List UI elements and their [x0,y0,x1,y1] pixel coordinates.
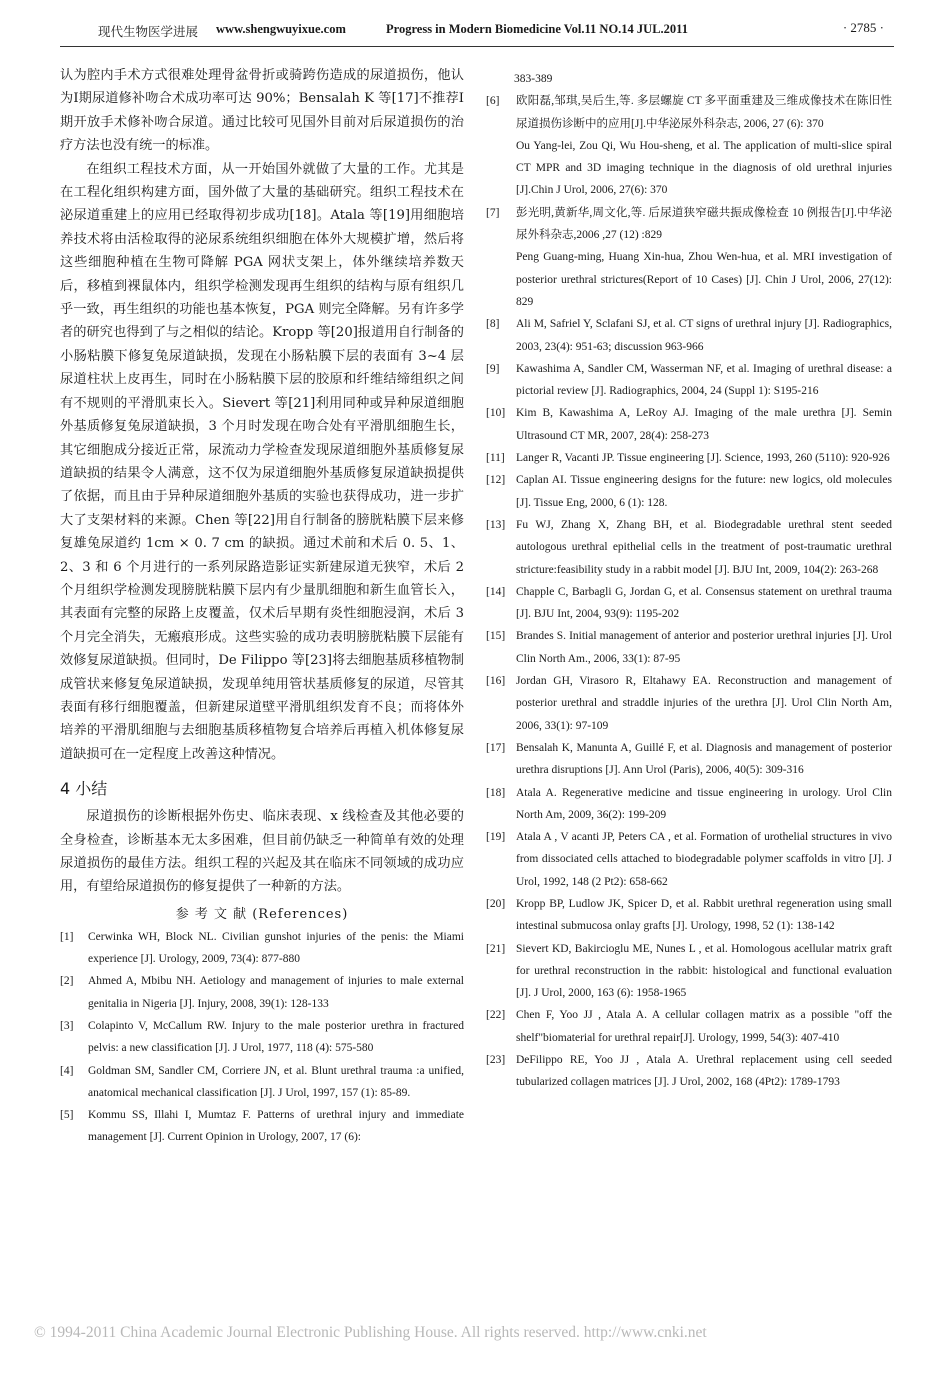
header-divider [60,46,894,47]
reference-number: [1] [60,930,74,943]
reference-number [486,135,516,202]
reference-text: Ou Yang-lei, Zou Qi, Wu Hou-sheng, et al. The application of multi-slice spiral CT MPR and 3D imaging technique in the diagnosis of old urethral injuries [J].Chin J Urol, 2006, 27(6): 370 [516,139,892,197]
reference-item [486,447,892,469]
reference-item [60,1104,464,1149]
journal-website: www.shengwuyixue.com [216,22,346,36]
journal-title-en: Progress in Modern Biomedicine Vol.11 NO.14 JUL.2011 [386,22,688,36]
reference-number: [2] [60,975,74,988]
reference-number: [10] [486,407,506,420]
reference-item [486,135,892,202]
reference-number: [17] [486,741,506,754]
reference-item [486,202,892,247]
reference-text: Kawashima A, Sandler CM, Wasserman NF, et al. Imaging of urethral disease: a pictorial review [J]. Radiographics, 2004, 24 (Suppl 1): S195-216 [516,362,892,398]
reference-item [486,670,892,737]
reference-text: Goldman SM, Sandler CM, Corriere JN, et al. Blunt urethral trauma :a unified, anatomical mechanical classification [J]. J Urol, 1997, 157 (1): 85-89. [88,1064,464,1099]
reference-item [486,313,892,358]
reference-number: [6] [486,95,500,108]
reference-number: [21] [486,942,506,955]
reference-text: Brandes S. Initial management of anterior and posterior urethral injuries [J]. Urol Clin North Am., 2006, 33(1): 87-95 [516,630,892,665]
reference-number: [14] [486,585,506,598]
reference-list-right [486,90,892,1093]
reference-text: Kropp BP, Ludlow JK, Spicer D, et al. Rabbit urethral regeneration using small intestinal submucosa onlay grafts [J]. Urology, 1998, 52 (1): 138-142 [516,897,892,933]
reference-item [486,246,892,313]
reference-text: Chen F, Yoo JJ , Atala A. A cellular collagen matrix as a possible "off the shelf"biomaterial for urethral repair[J]. Urology, 1999, 54(3): 407-410 [516,1009,892,1044]
reference-item [486,625,892,670]
reference-list-left [60,926,464,1149]
paragraph: 在组织工程技术方面，从一开始国外就做了大量的工作。尤其是在工程化组织构建方面，国外做了大量的基础研究。组织工程技术在泌尿道重建上的应用已经取得初步成功[18]。Atala 等[19]用细胞培养技术将由活检取得的泌尿系统组织细胞在体外大规模扩增，然后将这些细胞种植在生物可降解 PGA 网状支架上，体外继续培养数天后，移植到裸鼠体内，组织学检测发现再生组织的结构与原有组织几乎一致，再生组织的功能也基本恢复，PGA 则完全降解。另有许多学者的研究也得到了与之相似的结论。Kropp 等[20]报道用自行制备的小肠粘膜下修复兔尿道缺损，发现在小肠粘膜下层的表面有 3~4 层尿道柱状上皮再生，同时在小肠粘膜下层的胶原和纤维结缔组织之间有不规则的平滑肌束长入。Sievert 等[21]利用同种或异种尿道细胞外基质修复兔尿道缺损，3 个月时发现在吻合处有平滑肌细胞生长，其它细胞成分接近正常，尿流动力学检查发现尿道细胞外基质修复尿道缺损的结果令人满意，这不仅为尿道细胞外基质修复尿道缺损提供了依据，而且由于异种尿道细胞外基质的实验也获得成功，进一步扩大了支架材料的来源。Chen 等[22]用自行制备的膀胱粘膜下层来修复雄兔尿道约 1cm × 0. 7 cm 的缺损。通过术前和术后 0. 5、1、2、3 和 6 个月进行的一系列尿路造影证实新建尿道无狭窄，术后 2 个月组织学检测发现膀胱粘膜下层内有少量肌细胞和新生血管长入，其表面有完整的尿路上皮覆盖，仅术后早期有炎性细胞浸润，术后 3 个月完全消失，无瘢痕形成。这些实验的成功表明膀胱粘膜下层能有效修复尿道缺损。但同时，De Filippo 等[23]将去细胞基质移植物制成管状来修复兔尿道缺损，发现单纯用管状基质修复的尿道，尽管其表面有移行细胞覆盖，但新建尿道壁平滑肌组织发育不良；而将体外培养的平滑肌细胞与去细胞基质移植物复合培养后再植入机体修复尿道缺损可在一定程度上改善这种情况。 [60,161,464,762]
copyright-footer: © 1994-2011 China Academic Journal Electronic Publishing House. All rights reserved. http://www.cnki.net [34,1324,707,1341]
reference-text: Atala A. Regenerative medicine and tissue engineering in urology. Urol Clin North Am, 2009, 36(2): 199-209 [516,786,892,821]
page-number: · 2785 · [842,20,884,35]
reference-number: [19] [486,831,506,844]
section-title: 4 小结 [60,779,108,799]
reference-number: [8] [486,318,500,331]
reference-text: Jordan GH, Virasoro R, Eltahawy EA. Reconstruction and management of posterior urethral and straddle injuries of the urethra [J]. Urol Clin North Am, 2006, 33(1): 97-109 [516,675,892,732]
reference-number: [13] [486,518,506,531]
journal-title-cn: 现代生物医学进展 [98,24,199,39]
reference-item [486,737,892,782]
reference-continuation: 383-389 [514,73,553,85]
reference-text: Kim B, Kawashima A, LeRoy AJ. Imaging of the male urethra [J]. Semin Ultrasound CT MR, 2007, 28(4): 258-273 [516,407,892,442]
reference-item [486,1004,892,1049]
reference-text: 欧阳磊,邹琪,吴后生,等. 多层螺旋 CT 多平面重建及三维成像技术在陈旧性尿道损伤诊断中的应用[J].中华泌尿外科杂志, 2006, 27 (6): 370 [516,95,892,130]
reference-number: [7] [486,206,500,219]
reference-number: [22] [486,1009,506,1022]
reference-item [60,970,464,1015]
reference-text: Langer R, Vacanti JP. Tissue engineering [J]. Science, 1993, 260 (5110): 920-926 [516,452,890,465]
reference-number: [12] [486,474,506,487]
reference-text: Ali M, Safriel Y, Sclafani SJ, et al. CT signs of urethral injury [J]. Radiographics, 2003, 23(4): 951-63; discussion 963-966 [516,318,892,353]
reference-text: Peng Guang-ming, Huang Xin-hua, Zhou Wen-hua, et al. MRI investigation of posterior urethral strictures(Report of 10 Cases) [J]. Chin J Urol, 2006, 27(12): 829 [516,251,892,308]
reference-text: Caplan AI. Tissue engineering designs for the future: new logics, old molecules [J]. Tissue Eng, 2000, 6 (1): 128. [516,474,892,509]
reference-number [486,246,516,313]
right-column [486,68,892,1094]
reference-item [486,1049,892,1094]
reference-number: [15] [486,630,506,643]
reference-item [486,782,892,827]
reference-text: 彭光明,黄新华,周文化,等. 后尿道狭窄磁共振成像检查 10 例报告[J].中华泌尿外科杂志,2006 ,27 (12) :829 [516,206,892,242]
reference-item [486,893,892,938]
reference-number: [18] [486,786,506,799]
reference-number: [11] [486,452,505,465]
reference-number: [16] [486,675,506,688]
reference-text: Atala A , V acanti JP, Peters CA , et al. Formation of urothelial structures in vivo from dissociated cells attached to biodegradable polymer scaffolds in vitro [J]. J Urol, 1992, 148 (2 Pt2): 658-662 [516,831,892,888]
reference-item [486,826,892,893]
summary-text [60,805,464,899]
reference-number: [23] [486,1054,506,1067]
reference-text: Cerwinka WH, Block NL. Civilian gunshot injuries of the penis: the Miami experience [J]. Urology, 2009, 73(4): 877-880 [88,930,464,966]
reference-item [486,358,892,403]
reference-text: Chapple C, Barbagli G, Jordan G, et al. Consensus statement on urethral trauma [J]. BJU Int, 2004, 93(9): 1195-202 [516,585,892,621]
reference-item [486,581,892,626]
reference-number: [3] [60,1020,74,1032]
reference-text: Colapinto V, McCallum RW. Injury to the male posterior urethra in fractured pelvis: a new classification [J]. J Urol, 1977, 118 (4): 575-580 [88,1020,464,1055]
reference-item [60,1060,464,1105]
reference-number: [5] [60,1109,74,1122]
reference-text: Fu WJ, Zhang X, Zhang BH, et al. Biodegradable urethral stent seeded autologous urethral epithelial cells in the treatment of post-traumatic urethral stricture:feasibility study in a rabbit model [J]. BJU Int, 2009, 104(2): 263-268 [516,518,892,576]
page-header [68,18,892,40]
reference-text: DeFilippo RE, Yoo JJ , Atala A. Urethral replacement using cell seeded tubularized collagen matrices [J]. J Urol, 2002, 168 (4Pt2): 1789-1793 [516,1054,892,1089]
reference-text: Kommu SS, Illahi I, Mumtaz F. Patterns of urethral injury and immediate management [J]. Current Opinion in Urology, 2007, 17 (6): [88,1109,464,1144]
reference-item [486,402,892,447]
references-title: 参 考 文 献 (References) [175,906,349,922]
reference-number: [9] [486,362,500,375]
paragraph: 认为腔内手术方式很难处理骨盆骨折或骑跨伤造成的尿道损伤，他认为Ⅰ期尿道修补吻合术成功率可达 90%；Bensalah K 等[17]不推荐Ⅰ期开放手术修补吻合尿道。通过比较可见国外目前对后尿道损伤的治疗方法也没有统一的标准。 [60,68,464,154]
reference-item [486,90,892,135]
reference-text: Ahmed A, Mbibu NH. Aetiology and management of injuries to male external genitalia in Nigeria [J]. Injury, 2008, 39(1): 128-133 [88,975,464,1010]
reference-item [60,1015,464,1060]
reference-number: [20] [486,897,506,910]
paragraph: 尿道损伤的诊断根据外伤史、临床表现、x 线检查及其他必要的全身检查，诊断基本无太多困难，但目前仍缺乏一种简单有效的处理尿道损伤的最佳方法。组织工程的兴起及其在临床不同领域的成功应用，有望给尿道损伤的修复提供了一种新的方法。 [60,809,464,895]
reference-item [486,938,892,1005]
left-column [60,64,464,1149]
reference-item [486,469,892,514]
reference-number: [4] [60,1064,74,1077]
reference-item [60,926,464,971]
body-text [60,64,464,766]
reference-text: Bensalah K, Manunta A, Guillé F, et al. Diagnosis and management of posterior urethra disruptions [J]. Ann Urol (Paris), 2006, 40(5): 309-316 [516,741,892,777]
reference-text: Sievert KD, Bakircioglu ME, Nunes L , et al. Homologous acellular matrix graft for urethral reconstruction in the rabbit: histological and functional evaluation [J]. J Urol, 2000, 163 (6): 1958-1965 [516,942,892,1000]
reference-item [486,514,892,581]
